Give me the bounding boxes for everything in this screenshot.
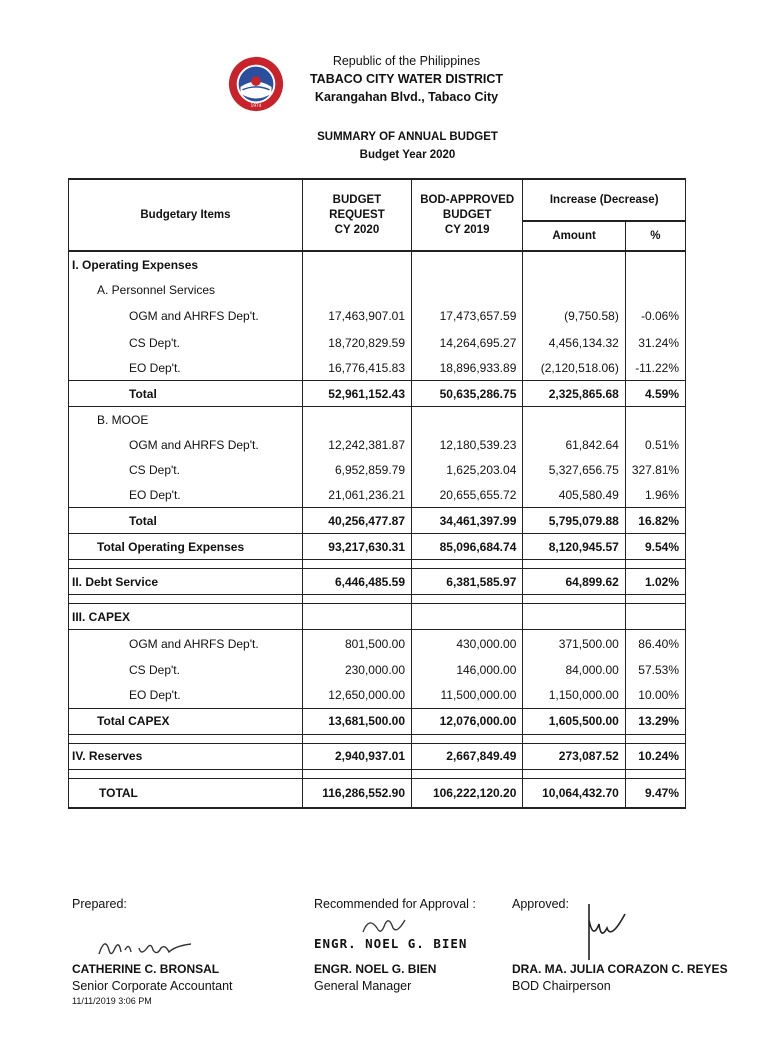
table-row-grand-total <box>69 778 686 808</box>
approved-budget-value: 6,381,585.97 <box>412 569 523 595</box>
row-label: Total CAPEX <box>69 708 303 734</box>
table-row <box>69 630 686 658</box>
header-republic: Republic of the Philippines <box>332 54 481 68</box>
increase-percent-value: 10.24% <box>625 743 685 769</box>
approved-budget-value: 12,180,539.23 <box>412 432 523 457</box>
table-row <box>69 302 686 330</box>
table-row <box>69 355 686 381</box>
row-label: OGM and AHRFS Dep't. <box>69 302 303 330</box>
increase-amount-value: (2,120,518.06) <box>523 355 625 381</box>
increase-percent-value: -0.06% <box>625 302 685 330</box>
row-label: EO Dep't. <box>69 355 303 381</box>
approved-budget-value: 18,896,933.89 <box>412 355 523 381</box>
row-label: CS Dep't. <box>69 658 303 683</box>
budget-request-value: 16,776,415.83 <box>302 355 411 381</box>
table-row <box>69 407 686 433</box>
table-row <box>69 658 686 683</box>
spacer-row <box>69 595 686 604</box>
approved-budget-value: 20,655,655.72 <box>412 482 523 508</box>
increase-amount-value: 1,605,500.00 <box>523 708 625 734</box>
recommended-name-stamp: ENGR. NOEL G. BIEN <box>314 936 468 951</box>
budget-request-value: 13,681,500.00 <box>302 708 411 734</box>
row-label: B. MOOE <box>69 407 303 433</box>
increase-amount-value: 5,795,079.88 <box>523 508 625 534</box>
row-label: Total <box>69 381 303 407</box>
recommended-title: General Manager <box>314 979 412 993</box>
budget-request-value: 40,256,477.87 <box>302 508 411 534</box>
budget-request-value: 6,952,859.79 <box>302 457 411 482</box>
increase-percent-value: 16.82% <box>625 508 685 534</box>
row-label: IV. Reserves <box>69 743 303 769</box>
increase-percent-value: 10.00% <box>625 683 685 709</box>
recommended-name: ENGR. NOEL G. BIEN <box>314 962 437 976</box>
table-row-debt-service <box>69 569 686 595</box>
budget-request-value: 52,961,152.43 <box>302 381 411 407</box>
increase-amount-value: 2,325,865.68 <box>523 381 625 407</box>
budget-request-value: 2,940,937.01 <box>302 743 411 769</box>
approved-budget-value: 85,096,684.74 <box>412 534 523 560</box>
row-label: OGM and AHRFS Dep't. <box>69 630 303 658</box>
spacer-row <box>69 734 686 743</box>
table-row <box>69 277 686 302</box>
spacer-row <box>69 560 686 569</box>
budget-table <box>68 178 686 809</box>
approved-budget-value: 34,461,397.99 <box>412 508 523 534</box>
budget-request-value: 12,650,000.00 <box>302 683 411 709</box>
approved-budget-value: 12,076,000.00 <box>412 708 523 734</box>
approved-budget-value: 11,500,000.00 <box>412 683 523 709</box>
increase-amount-value: 1,150,000.00 <box>523 683 625 709</box>
column-header-increase: Increase (Decrease) <box>523 179 686 221</box>
row-label: I. Operating Expenses <box>69 251 303 277</box>
table-row-total-operating <box>69 534 686 560</box>
approved-name: DRA. MA. JULIA CORAZON C. REYES <box>512 962 728 976</box>
approved-budget-value: 1,625,203.04 <box>412 457 523 482</box>
table-row <box>69 251 686 277</box>
increase-amount-value: 64,899.62 <box>523 569 625 595</box>
prepared-signature <box>95 928 195 962</box>
row-label: EO Dep't. <box>69 683 303 709</box>
increase-amount-value: 4,456,134.32 <box>523 330 625 355</box>
increase-percent-value: 9.54% <box>625 534 685 560</box>
increase-percent-value: 13.29% <box>625 708 685 734</box>
table-row-reserves <box>69 743 686 769</box>
svg-text:1974: 1974 <box>250 104 262 110</box>
budget-request-value: 17,463,907.01 <box>302 302 411 330</box>
increase-amount-value: 61,842.64 <box>523 432 625 457</box>
budget-request-value: 21,061,236.21 <box>302 482 411 508</box>
approved-signature <box>575 900 635 966</box>
prepared-label: Prepared: <box>72 897 127 911</box>
prepared-timestamp: 11/11/2019 3:06 PM <box>72 996 152 1006</box>
table-row-subtotal <box>69 508 686 534</box>
row-label: Total Operating Expenses <box>69 534 303 560</box>
increase-percent-value: 86.40% <box>625 630 685 658</box>
approved-title: BOD Chairperson <box>512 979 611 993</box>
row-label: TOTAL <box>69 778 303 808</box>
approved-budget-value: 50,635,286.75 <box>412 381 523 407</box>
approved-label: Approved: <box>512 897 569 911</box>
header-address: Karangahan Blvd., Tabaco City <box>314 90 499 104</box>
increase-amount-value: 8,120,945.57 <box>523 534 625 560</box>
row-label: CS Dep't. <box>69 330 303 355</box>
approved-budget-value: 2,667,849.49 <box>412 743 523 769</box>
column-header-amount: Amount <box>523 221 625 251</box>
column-header-approved: BOD-APPROVED BUDGET CY 2019 <box>412 179 523 251</box>
prepared-name: CATHERINE C. BRONSAL <box>72 962 220 976</box>
budget-request-value: 93,217,630.31 <box>302 534 411 560</box>
column-header-request: BUDGET REQUEST CY 2020 <box>302 179 411 251</box>
increase-percent-value: 0.51% <box>625 432 685 457</box>
increase-percent-value: 1.96% <box>625 482 685 508</box>
increase-percent-value: 4.59% <box>625 381 685 407</box>
table-row <box>69 432 686 457</box>
increase-amount-value: (9,750.58) <box>523 302 625 330</box>
increase-percent-value: 1.02% <box>625 569 685 595</box>
increase-percent-value: -11.22% <box>625 355 685 381</box>
column-header-percent: % <box>625 221 685 251</box>
table-row-subtotal <box>69 381 686 407</box>
document-subtitle: Budget Year 2020 <box>359 149 456 161</box>
row-label: II. Debt Service <box>69 569 303 595</box>
table-row <box>69 482 686 508</box>
increase-amount-value: 371,500.00 <box>523 630 625 658</box>
budget-request-value: 6,446,485.59 <box>302 569 411 595</box>
approved-budget-value: 106,222,120.20 <box>412 778 523 808</box>
table-row-section <box>69 604 686 630</box>
row-label: CS Dep't. <box>69 457 303 482</box>
budget-request-value: 801,500.00 <box>302 630 411 658</box>
increase-amount-value: 84,000.00 <box>523 658 625 683</box>
row-label: OGM and AHRFS Dep't. <box>69 432 303 457</box>
budget-request-value: 18,720,829.59 <box>302 330 411 355</box>
document-title: SUMMARY OF ANNUAL BUDGET <box>317 131 498 143</box>
increase-percent-value: 57.53% <box>625 658 685 683</box>
approved-budget-value: 17,473,657.59 <box>412 302 523 330</box>
spacer-row <box>69 769 686 778</box>
increase-amount-value: 273,087.52 <box>523 743 625 769</box>
budget-request-value: 230,000.00 <box>302 658 411 683</box>
row-label: III. CAPEX <box>69 604 303 630</box>
approved-budget-value: 146,000.00 <box>412 658 523 683</box>
table-row <box>69 457 686 482</box>
budget-request-value: 12,242,381.87 <box>302 432 411 457</box>
prepared-title: Senior Corporate Accountant <box>72 979 233 993</box>
increase-amount-value: 405,580.49 <box>523 482 625 508</box>
table-row <box>69 683 686 709</box>
budget-request-value: 116,286,552.90 <box>302 778 411 808</box>
column-header-items: Budgetary Items <box>69 179 303 251</box>
approved-budget-value: 14,264,695.27 <box>412 330 523 355</box>
increase-amount-value: 10,064,432.70 <box>523 778 625 808</box>
table-row <box>69 330 686 355</box>
increase-percent-value: 9.47% <box>625 778 685 808</box>
approved-budget-value: 430,000.00 <box>412 630 523 658</box>
row-label: Total <box>69 508 303 534</box>
increase-percent-value: 327.81% <box>625 457 685 482</box>
row-label: A. Personnel Services <box>69 277 303 302</box>
increase-percent-value: 31.24% <box>625 330 685 355</box>
recommended-label: Recommended for Approval : <box>314 897 476 911</box>
table-row-subtotal <box>69 708 686 734</box>
header-organization: TABACO CITY WATER DISTRICT <box>309 72 504 86</box>
increase-amount-value: 5,327,656.75 <box>523 457 625 482</box>
row-label: EO Dep't. <box>69 482 303 508</box>
